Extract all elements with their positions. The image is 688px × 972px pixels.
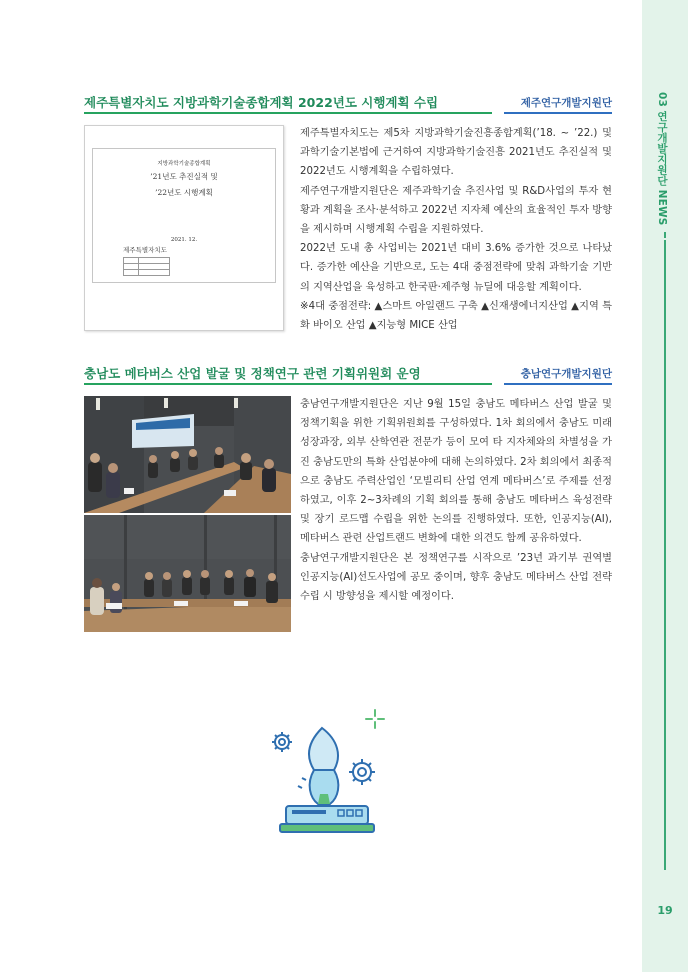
- meeting-photo-2: [84, 515, 291, 632]
- section1-rule-blue: [504, 112, 612, 114]
- sidebar-divider: [664, 240, 666, 870]
- section1-title: 제주특별자치도 지방과학기술종합계획 2022년도 시행계획 수립: [84, 95, 439, 110]
- section2-rule-blue: [504, 383, 612, 385]
- plan-document-image: [84, 125, 284, 331]
- section1-body: [300, 124, 612, 335]
- doc-date: 2021. 12.: [170, 237, 198, 243]
- section1-paragraph: 제주특별자치도는 제5차 지방과학기술진흥종합계획(’18. ~ ’22.) 및 과학기술기본법에 근거하여 지방과학기술진흥 2021년도 추진실적 및 2022년도 시행계획을 수립하였다.: [300, 128, 612, 178]
- section1-paragraph: 2022년 도내 총 사업비는 2021년 대비 3.6% 증가한 것으로 나타났다. 증가한 예산을 기반으로, 도는 4대 중점전략에 맞춰 과학기술 기반의 지역산업을 육성하고 한국판·제주형 뉴딜에 대응할 계획이다.: [300, 243, 612, 293]
- section2-rule-green: [84, 383, 492, 385]
- section2-header: [84, 364, 612, 386]
- section-label: 03 연구개발지원단 NEWS: [656, 92, 668, 226]
- section2-title: 충남도 메타버스 산업 발굴 및 정책연구 관련 기획위원회 운영: [84, 366, 421, 381]
- innovation-illustration: [262, 708, 392, 838]
- doc-approval-table: [123, 257, 170, 276]
- section2-org: 충남연구개발지원단: [520, 368, 612, 380]
- section2-paragraph: 충남연구개발지원단은 본 정책연구를 시작으로 ’23년 과기부 권역별 인공지능(AI)선도사업에 공모 중이며, 향후 충남도 메타버스 산업 전략수립 시 방향성을 제시할 예정이다.: [300, 552, 612, 603]
- meeting-photo-1: [84, 396, 291, 513]
- doc-org: 제주특별자치도: [123, 246, 167, 254]
- section1-paragraph: 제주연구개발지원단은 제주과학기술 추진사업 및 R&D사업의 투자 현황과 계획을 조사·분석하고 2022년 지자체 예산의 효율적인 투자 방향을 제시하며 시행계획 수립을 지원하였다.: [300, 185, 612, 236]
- sidebar-divider-top: [664, 232, 666, 238]
- section2-body: [300, 395, 612, 606]
- section2-paragraph: 충남연구개발지원단은 지난 9월 15일 충남도 메타버스 산업 발굴 및 정책기획을 위한 기획위원회를 구성하였다. 1차 회의에서 충남도 미래성장과장, 외부 산학연관 전문가 등이 모여 타 지자체와의 차별성을 가진 충남도만의 특화 산업분야에 대해 논의하였다. 2차 회의에서 최종적으로 충남도 주력산업인 ‘모빌리티 산업 연계 메타버스’로 주제를 선정하였고, 이후 2~3차례의 기획 회의를 통해 충남도 메타버스 육성전략 및 장기 로드맵 수립을 위한 논의를 진행하였다. 또한, 인공지능(AI), 메타버스 관련 산업트랜드 변화에 대한 의견도 함께 공유하였다.: [300, 399, 612, 545]
- page-number: 19: [657, 904, 673, 917]
- doc-top-line: 지방과학기술종합계획: [157, 161, 211, 167]
- section1-header: [84, 93, 612, 115]
- section1-org: 제주연구개발지원단: [520, 97, 612, 109]
- doc-title-line1: ’21년도 추진실적 및: [150, 172, 218, 181]
- section1-rule-green: [84, 112, 492, 114]
- section1-paragraph: ※4대 중점전략: ▲스마트 아일랜드 구축 ▲신재생에너지산업 ▲지역 특화 바이오 산업 ▲지능형 MICE 산업: [300, 300, 612, 332]
- doc-title-line2: ’22년도 시행계획: [155, 188, 213, 197]
- document-cover-frame: [92, 148, 276, 283]
